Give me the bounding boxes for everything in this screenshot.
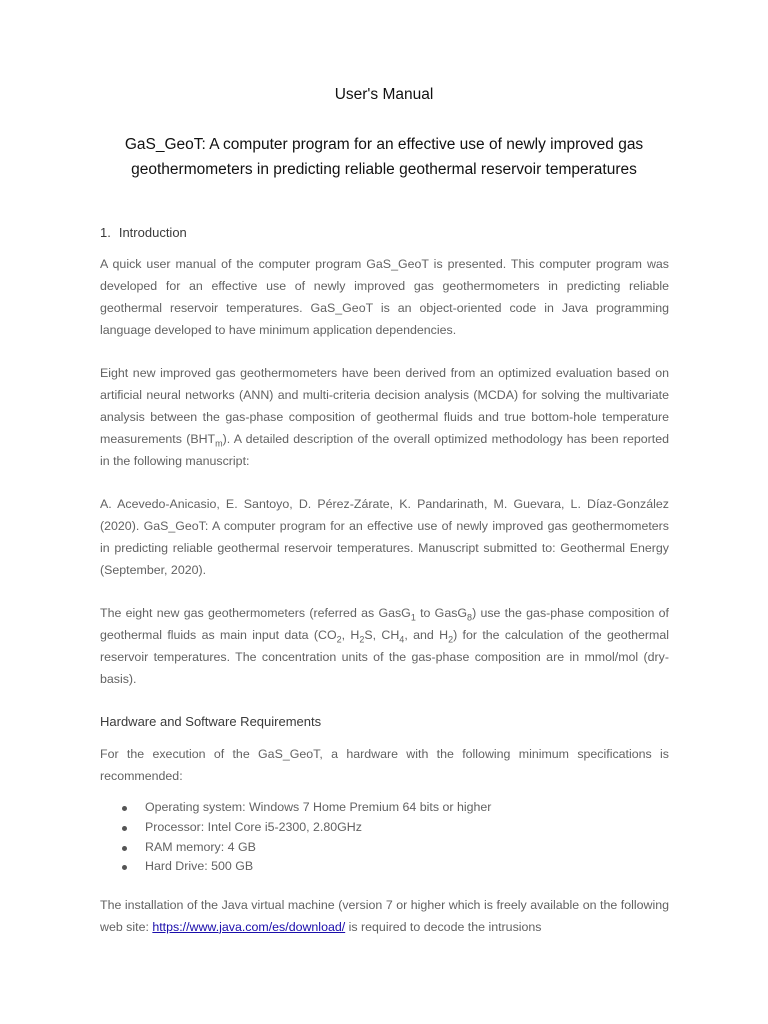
para4-text: The eight new gas geothermometers (referred as GasG xyxy=(100,606,411,620)
list-item-text: RAM memory: 4 GB xyxy=(145,839,256,854)
bullet-icon xyxy=(122,846,127,851)
section-title: Introduction xyxy=(118,225,187,240)
para2-text-end: ). A detailed description of the overall optimized methodology has been reported in the following manuscript: xyxy=(100,431,669,468)
list-item xyxy=(100,838,669,858)
bullet-icon xyxy=(122,806,127,811)
list-item xyxy=(100,857,669,877)
subtitle-line-2: geothermometers in predicting reliable geothermal reservoir temperatures xyxy=(131,161,637,178)
intro-paragraph-4 xyxy=(100,603,669,691)
intro-paragraph-1: A quick user manual of the computer program GaS_GeoT is presented. This computer program was developed for an effective use of newly improved gas geothermometers in predicting reliable geothermal reservoir temperatures. GaS_GeoT is an object-oriented code in Java programming language developed to have minimum application dependencies. xyxy=(100,257,669,337)
bullet-icon xyxy=(122,865,127,870)
document-subtitle xyxy=(100,132,668,182)
para2-text: Eight new improved gas geothermometers have been derived from an optimized evaluation based on artificial neural networks (ANN) and multi-criteria decision analysis (MCDA) for solving the multivariate analysis between the gas-phase composition of geothermal fluids and true bottom-hole temperature measurements (BHT xyxy=(100,366,669,446)
bullet-icon xyxy=(122,826,127,831)
section-heading-hardware: Hardware and Software Requirements xyxy=(100,714,322,729)
para4-sub: 2 xyxy=(359,634,365,645)
para4-sub: 2 xyxy=(448,634,454,645)
list-item-text: Hard Drive: 500 GB xyxy=(145,859,254,874)
para4-sub: 4 xyxy=(399,634,405,645)
java-paragraph-text-end: is required to decode the intrusions xyxy=(345,919,542,934)
para2-subscript: m xyxy=(215,438,223,449)
section-heading-introduction xyxy=(100,225,187,240)
section-number: 1. xyxy=(100,225,111,240)
para4-text: to GasG xyxy=(415,606,468,620)
para4-sub: 8 xyxy=(467,612,473,623)
requirements-list xyxy=(100,798,669,877)
java-paragraph xyxy=(100,895,669,939)
para4-sub: 1 xyxy=(410,612,416,623)
java-paragraph-text: The installation of the Java virtual machine (version 7 or higher which is freely available on the following web site: xyxy=(100,898,669,934)
list-item xyxy=(100,798,669,818)
subtitle-line-1: GaS_GeoT: A computer program for an effective use of newly improved gas xyxy=(124,136,644,153)
citation-paragraph: A. Acevedo-Anicasio, E. Santoyo, D. Pérez-Zárate, K. Pandarinath, M. Guevara, L. Díaz-González (2020). GaS_GeoT: A computer program for an effective use of newly improved gas geothermometers in predicting reliable geothermal reservoir temperatures. Manuscript submitted to: Geothermal Energy (September, 2020). xyxy=(100,497,669,577)
list-item xyxy=(100,818,669,838)
list-item-text: Operating system: Windows 7 Home Premium 64 bits or higher xyxy=(145,800,492,814)
intro-paragraph-2 xyxy=(100,363,669,473)
hardware-intro-paragraph: For the execution of the GaS_GeoT, a hardware with the following minimum specifications is recommended: xyxy=(100,747,669,783)
para4-sub: 2 xyxy=(336,634,342,645)
list-item-text: Processor: Intel Core i5-2300, 2.80GHz xyxy=(145,819,362,834)
java-download-link[interactable]: https://www.java.com/es/download/ xyxy=(152,919,346,934)
para4-text: , H xyxy=(341,627,360,642)
para4-text: , and H xyxy=(404,627,449,642)
para4-text: S, CH xyxy=(364,627,400,642)
document-title: User's Manual xyxy=(334,86,434,103)
para4-text: ) for the calculation of the geothermal reservoir temperatures. The concentration units of the gas-phase composition are in mmol/mol (dry-basis). xyxy=(100,627,670,686)
para4-text: ) use the gas-phase composition of geothermal fluids as main input data (CO xyxy=(100,606,669,642)
